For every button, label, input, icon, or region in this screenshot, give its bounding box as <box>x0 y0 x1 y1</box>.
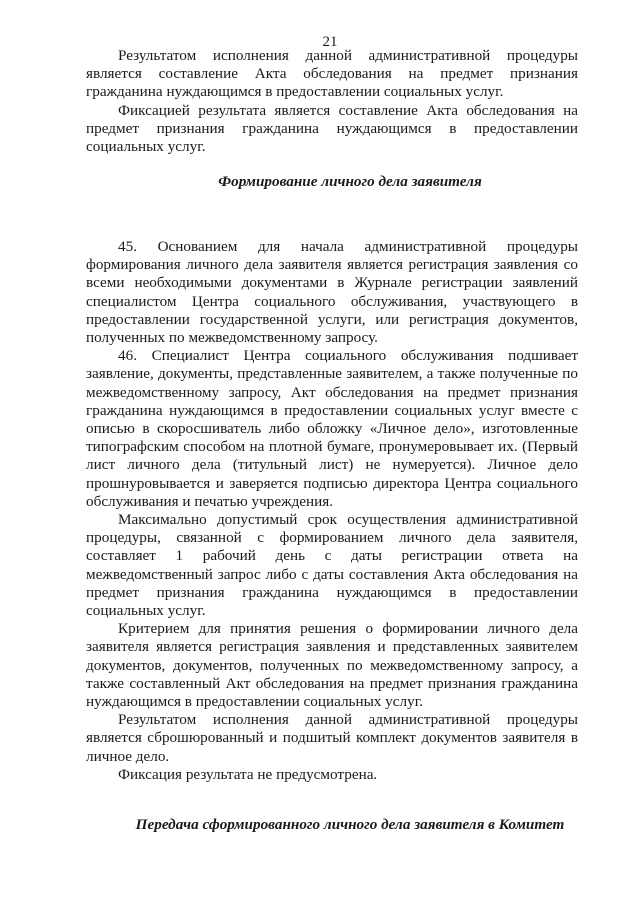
paragraph-result-file: Результатом исполнения данной административной процедуры является сброшюрованный и подшитый комплект документов заявителя в личное дело. <box>86 711 578 765</box>
paragraph-45: 45. Основанием для начала административной процедуры формирования личного дела заявителя является регистрация заявления со всеми необходимыми документами в Журнале регистрации заявлений специалистом Центра социального обслуживания, участвующего в предоставлении государственной услуги, или регистрация документов, полученных по межведомственному запросу. <box>86 238 578 347</box>
paragraph-max-term: Максимально допустимый срок осуществления административной процедуры, связанной с формированием личного дела заявителя, составляет 1 рабочий день с даты регистрации ответа на межведомственный запрос либо с даты составления Акта обследования на предмет признания гражданина нуждающимся в предоставлении социальных услуг. <box>86 511 578 620</box>
page-number: 21 <box>322 34 338 50</box>
section-1-text-block <box>86 238 578 784</box>
paragraph-46: 46. Специалист Центра социального обслуживания подшивает заявление, документы, представленные заявителем, а также полученные по межведомственному запросу, Акт обследования на предмет признания гражданина нуждающимся в предоставлении социальных услуг вместе с описью в скоросшиватель либо обложку «Личное дело», изготовленные типографским способом на плотной бумаге, пронумеровывает их. (Первый лист личного дела (титульный лист) не нумеруется). Личное дело прошнуровывается и заверяется подписью директора Центра социального обслуживания и печатью учреждения. <box>86 347 578 510</box>
paragraph-result: Результатом исполнения данной административной процедуры является составление Акта обследования на предмет признания гражданина нуждающимся в предоставлении социальных услуг. <box>86 47 578 101</box>
paragraph-criterion: Критерием для принятия решения о формировании личного дела заявителя является регистрация заявления и представленных заявителем документов, документов, полученных по межведомственному запросу, а также составленный Акт обследования на предмет признания гражданина нуждающимся в предоставлении социальных услуг. <box>86 620 578 711</box>
section-heading-personal-file: Формирование личного дела заявителя <box>218 173 482 190</box>
paragraph-result-fixation: Фиксацией результата является составление Акта обследования на предмет признания гражданина нуждающимся в предоставлении социальных услуг. <box>86 101 578 156</box>
paragraph-fixation-none: Фиксация результата не предусмотрена. <box>118 765 378 783</box>
section-heading-transfer: Передача сформированного личного дела заявителя в Комитет <box>135 816 565 833</box>
intro-text-block <box>86 47 578 156</box>
